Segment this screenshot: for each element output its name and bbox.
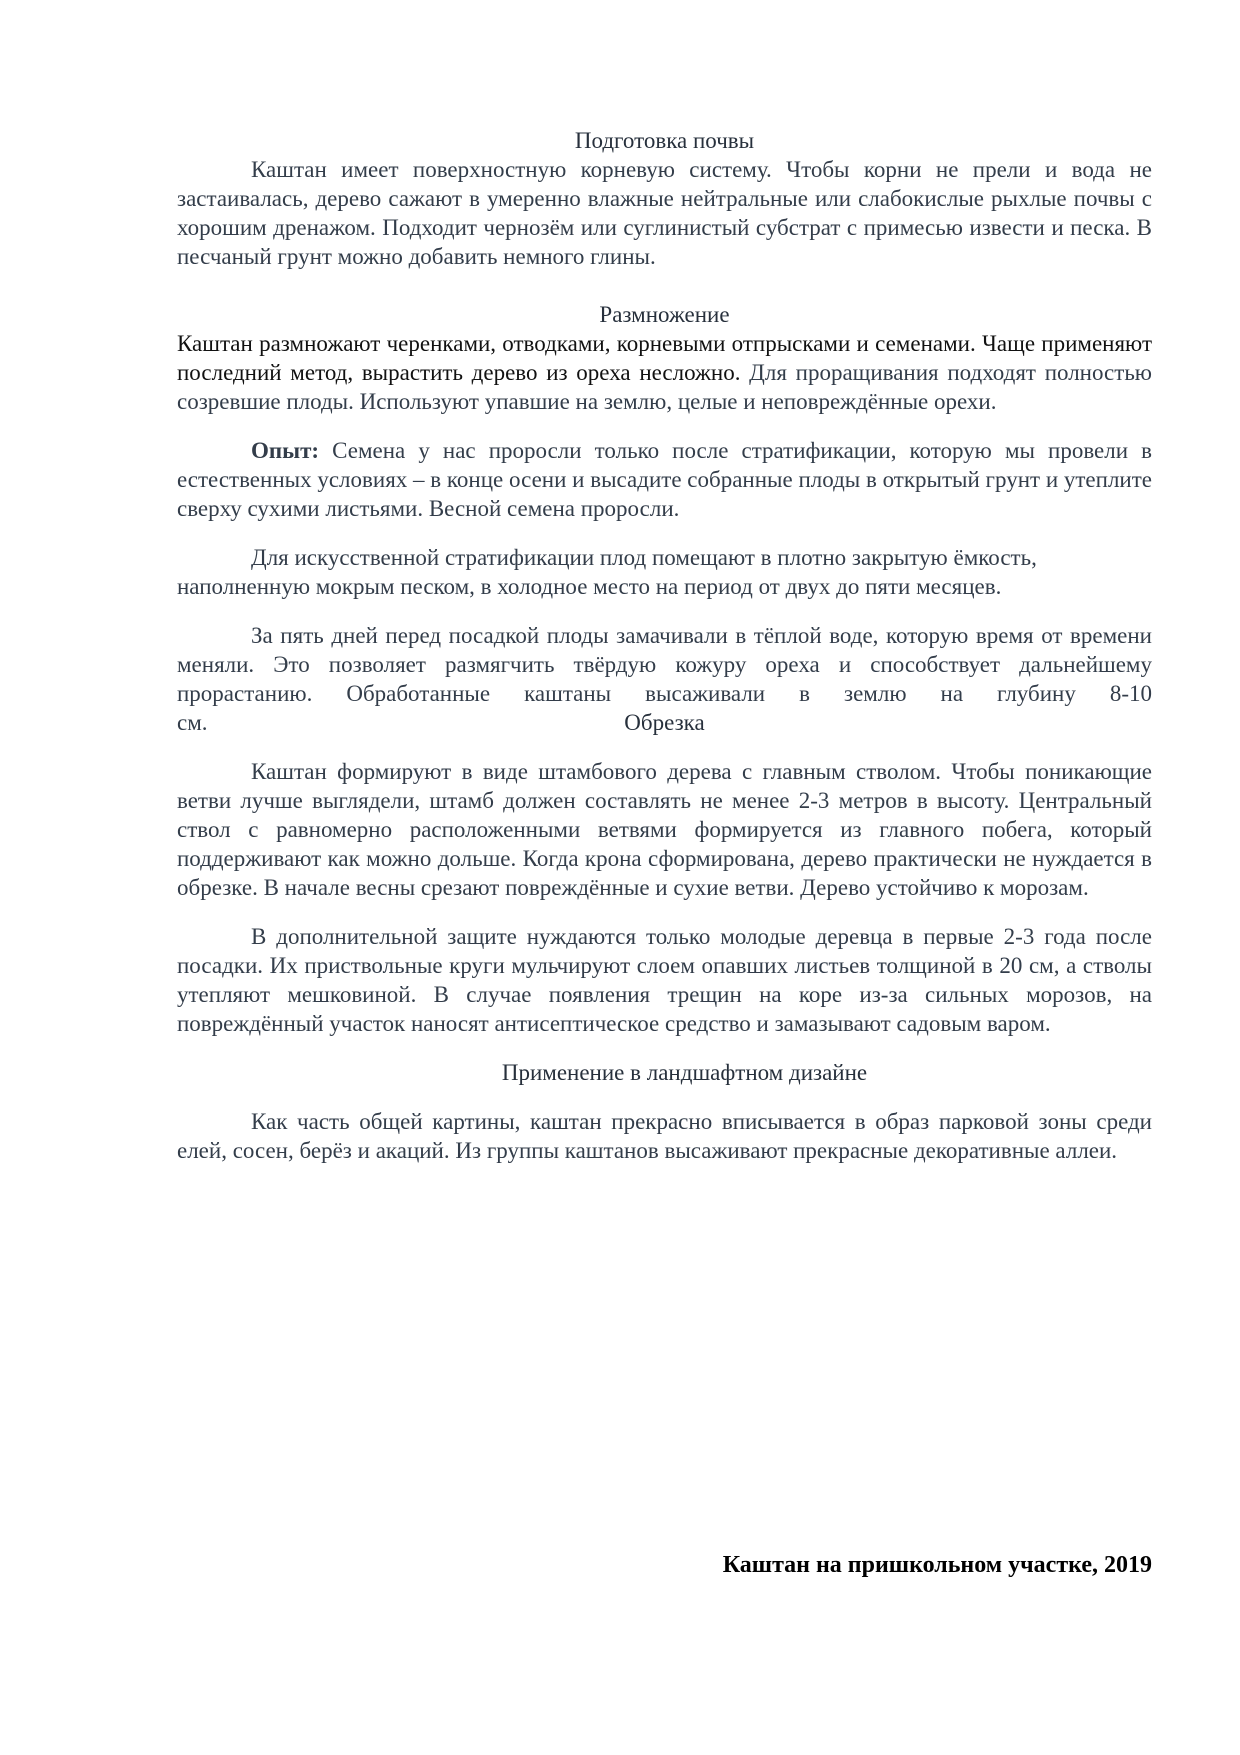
experience-text: Семена у нас проросли только после стратификации, которую мы провели в естественных условиях – в конце осени и высадите собранные плоды в открытый грунт и утеплите сверху сухими листьями. Весной семена проросли. bbox=[177, 438, 1152, 521]
heading-pruning: Обрезка bbox=[624, 710, 705, 735]
soaking-tail: см. bbox=[177, 710, 208, 735]
paragraph-soaking: За пять дней перед посадкой плоды замачивали в тёплой воде, которую время от времени меняли. Это позволяет размягчить твёрдую кожуру ореха и способствует дальнейшему прорастанию. Обработанные каштаны высаживали в землю на глубину 8-10 bbox=[177, 623, 1152, 706]
heading-landscape-design: Применение в ландшафтном дизайне bbox=[501, 1060, 868, 1085]
paragraph-stratification: Для искусственной стратификации плод помещают в плотно закрытую ёмкость, наполненную мокрым песком, в холодное место на период от двух до пяти месяцев. bbox=[177, 545, 1037, 599]
propagation-methods-text: Каштан размножают черенками, отводками, корневыми отпрысками и семенами. Чаще применяют последний метод, вырастить дерево из ореха несложно. bbox=[177, 331, 1152, 385]
paragraph-pruning-2: В дополнительной защите нуждаются только молодые деревца в первые 2-3 года после посадки. Их приствольные круги мульчируют слоем опавших листьев толщиной в 20 см, а стволы утепляют мешковиной. В случае появления трещин на коре из-за сильных морозов, на повреждённый участок наносят антисептическое средство и замазывают садовым варом. bbox=[177, 924, 1152, 1036]
document-body bbox=[177, 126, 1152, 1165]
paragraph-propagation bbox=[177, 329, 1152, 416]
propagation-seeds-text: Для проращивания подходят полностью созревшие плоды. Используют упавшие на землю, целые и неповреждённые орехи. bbox=[177, 360, 1152, 414]
soaking-tail-and-pruning-heading bbox=[177, 708, 1152, 737]
paragraph-experience bbox=[177, 436, 1152, 523]
experience-label: Опыт: bbox=[251, 438, 320, 463]
paragraph-landscape: Как часть общей картины, каштан прекрасно вписывается в образ парковой зоны среди елей, сосен, берёз и акаций. Из группы каштанов высаживают прекрасные декоративные аллеи. bbox=[177, 1109, 1152, 1163]
heading-soil-preparation: Подготовка почвы bbox=[574, 128, 755, 153]
heading-propagation: Размножение bbox=[599, 302, 730, 327]
footer-caption: Каштан на пришкольном участке, 2019 bbox=[722, 1552, 1152, 1578]
paragraph-soil: Каштан имеет поверхностную корневую систему. Чтобы корни не прели и вода не застаивалась, дерево сажают в умеренно влажные нейтральные или слабокислые рыхлые почвы с хорошим дренажом. Подходит чернозём или суглинистый субстрат с примесью извести и песка. В песчаный грунт можно добавить немного глины. bbox=[177, 157, 1152, 269]
paragraph-pruning-1: Каштан формируют в виде штамбового дерева с главным стволом. Чтобы поникающие ветви лучше выглядели, штамб должен составлять не менее 2-3 метров в высоту. Центральный ствол с равномерно расположенными ветвями формируется из главного побега, который поддерживают как можно дольше. Когда крона сформирована, дерево практически не нуждается в обрезке. В начале весны срезают повреждённые и сухие ветви. Дерево устойчиво к морозам. bbox=[177, 759, 1152, 900]
